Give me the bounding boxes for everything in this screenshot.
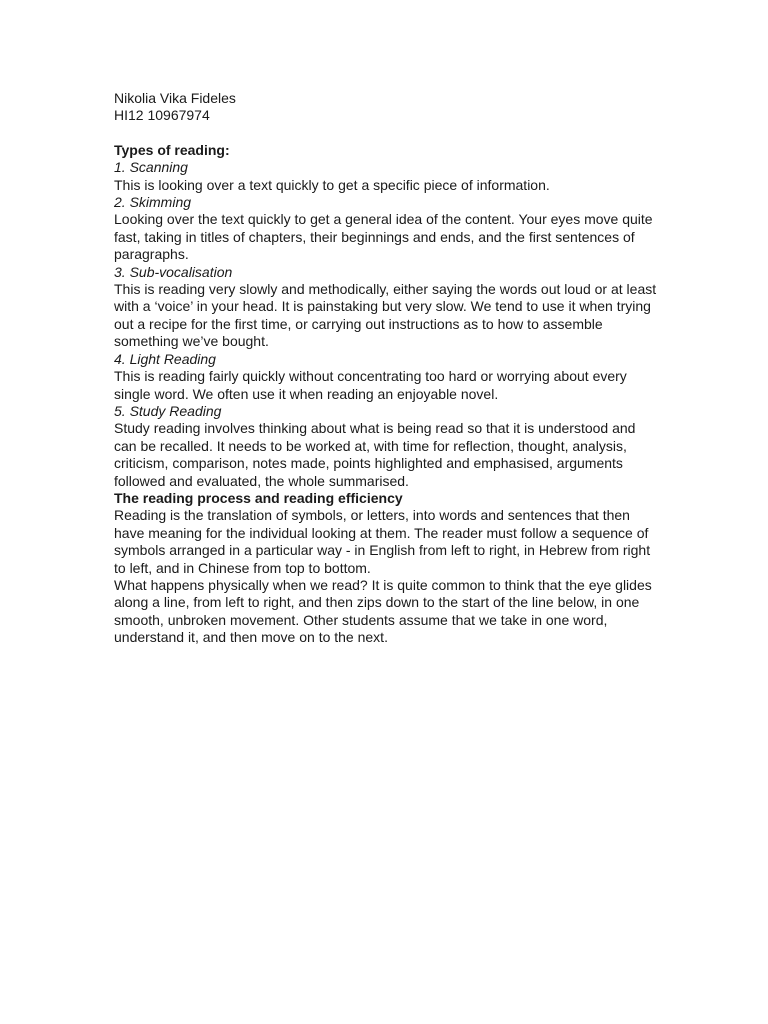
type-text-scanning: This is looking over a text quickly to get a specific piece of information. [114,176,550,193]
process-paragraph: Reading is the translation of symbols, or letters, into words and sentences that then have meaning for the individual looking at them. The reader must follow a sequence of symbols arranged in a particular way - in English from left to right, in Hebrew from right to left, and in Chinese from top to bottom. [114,507,651,576]
process-heading: The reading process and reading efficiency [114,489,403,506]
type-text-light-reading: This is reading fairly quickly without concentrating too hard or worrying about every single word. We often use it when reading an enjoyable novel. [114,368,627,402]
student-id: HI12 10967974 [114,107,210,124]
types-heading: Types of reading: [114,141,230,158]
type-text-study-reading: Study reading involves thinking about what is being read so that it is understood and can be recalled. It needs to be worked at, with time for reflection, thought, analysis, criticism, comparison, notes made, points highlighted and emphasised, arguments followed and evaluated, the whole summarised. [114,420,636,489]
type-title-scanning: 1. Scanning [114,159,188,176]
type-title-study-reading: 5. Study Reading [114,402,222,419]
document-page [114,90,659,647]
type-title-sub-vocalisation: 3. Sub-vocalisation [114,263,233,280]
type-text-skimming: Looking over the text quickly to get a general idea of the content. Your eyes move quite fast, taking in titles of chapters, their beginnings and ends, and the first sentences of paragraphs. [114,211,653,263]
author-name: Nikolia Vika Fideles [114,90,236,106]
type-title-skimming: 2. Skimming [114,194,192,211]
type-text-sub-vocalisation: This is reading very slowly and methodically, either saying the words out loud or at least with a ‘voice’ in your head. It is painstaking but very slow. We tend to use it when trying out a recipe for the first time, or carrying out instructions as to how to assemble something we’ve bought. [114,281,657,350]
type-title-light-reading: 4. Light Reading [114,350,216,367]
author-block [114,90,659,125]
process-paragraph: What happens physically when we read? It is quite common to think that the eye glides along a line, from left to right, and then zips down to the start of the line below, in one smooth, unbroken movement. Other students assume that we take in one word, understand it, and then move on to the next. [114,576,652,646]
